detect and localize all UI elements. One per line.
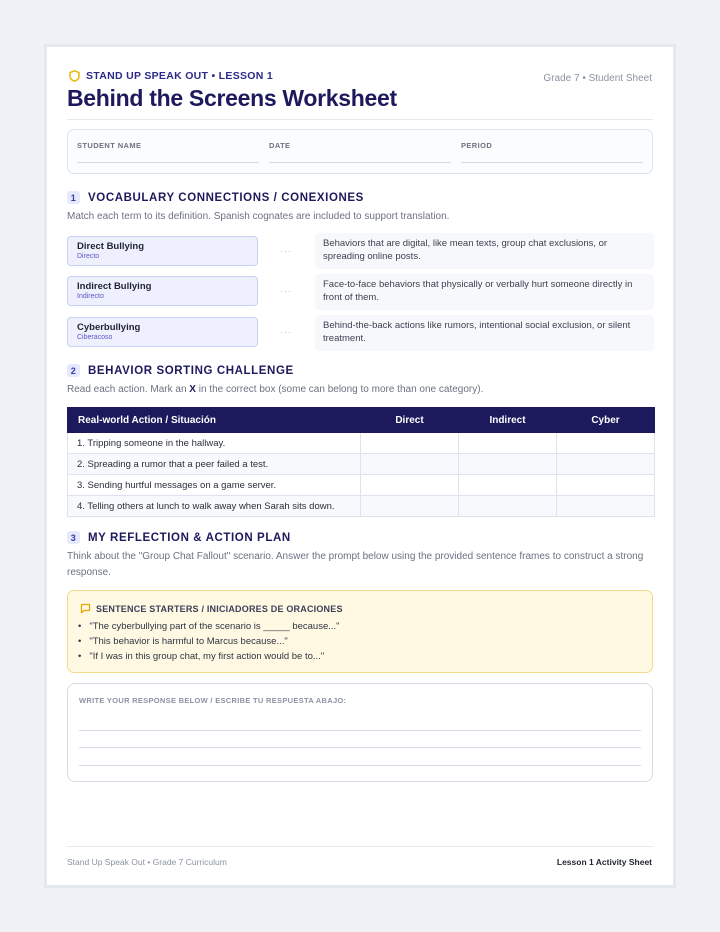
column-header: Cyber: [557, 408, 655, 433]
list-item: [78, 649, 340, 664]
student-name-line: [77, 162, 259, 163]
period-label: PERIOD: [461, 141, 493, 150]
period-field[interactable]: [461, 141, 643, 163]
writing-line: [79, 747, 641, 748]
cyber-checkbox-cell[interactable]: [557, 475, 655, 496]
direct-checkbox-cell[interactable]: [361, 433, 459, 454]
section-number: 1: [67, 191, 80, 204]
action-cell: 4. Telling others at lunch to walk away when Sarah sits down.: [68, 496, 361, 517]
page-title: Behind the Screens Worksheet: [67, 85, 397, 111]
match-dots: ···: [280, 246, 292, 256]
cyber-checkbox-cell[interactable]: [557, 433, 655, 454]
brand-line: [69, 70, 273, 82]
section-number: 3: [67, 531, 80, 544]
table-row: [68, 496, 655, 517]
list-item: [78, 619, 340, 634]
table-row: [68, 433, 655, 454]
definition-card: Behind-the-back actions like rumors, intentional social exclusion, or silent treatment.: [315, 315, 654, 351]
term-card[interactable]: [67, 236, 258, 266]
response-label: WRITE YOUR RESPONSE BELOW / ESCRIBE TU RESPUESTA ABAJO:: [79, 696, 347, 705]
section-1-instructions: Match each term to its definition. Spanish cognates are included to support translation.: [67, 211, 450, 222]
term-english: Direct Bullying: [77, 241, 145, 252]
indirect-checkbox-cell[interactable]: [459, 496, 557, 517]
term-spanish: Ciberacoso: [77, 334, 113, 341]
term-english: Cyberbullying: [77, 322, 141, 333]
student-name-field[interactable]: [77, 141, 259, 163]
sorting-table: [67, 407, 655, 517]
response-area[interactable]: [67, 683, 653, 782]
section-title: MY REFLECTION & ACTION PLAN: [88, 531, 291, 544]
direct-checkbox-cell[interactable]: [361, 496, 459, 517]
writing-line: [79, 730, 641, 731]
brand-text: STAND UP SPEAK OUT • LESSON 1: [86, 70, 274, 82]
indirect-checkbox-cell[interactable]: [459, 454, 557, 475]
starter-text: • "The cyberbullying part of the scenario is _____ because...": [89, 621, 340, 632]
starters-list: [78, 619, 340, 664]
shield-icon: [69, 70, 80, 82]
term-card[interactable]: [67, 276, 258, 306]
date-label: DATE: [269, 141, 291, 150]
table-row: [68, 454, 655, 475]
writing-line: [79, 765, 641, 766]
section-number: 2: [67, 364, 80, 377]
instructions-part: Read each action. Mark an: [67, 384, 190, 395]
period-line: [461, 162, 643, 163]
action-cell: 2. Spreading a rumor that a peer failed a test.: [68, 454, 361, 475]
section-title: BEHAVIOR SORTING CHALLENGE: [88, 364, 294, 377]
starter-text: • "This behavior is harmful to Marcus because...": [89, 636, 288, 647]
table-row: [68, 475, 655, 496]
divider: [67, 119, 653, 120]
sentence-starters-box: [67, 590, 653, 673]
term-english: Indirect Bullying: [77, 281, 152, 292]
section-3-instructions: Think about the "Group Chat Fallout" scenario. Answer the prompt below using the provided sentence frames to construct a strong response.: [67, 551, 644, 578]
starter-text: • "If I was in this group chat, my first action would be to...": [89, 651, 325, 662]
column-header: Indirect: [459, 408, 557, 433]
starters-heading: [80, 603, 343, 614]
chat-bubble-icon: [80, 603, 91, 614]
definition-card: Behaviors that are digital, like mean texts, group chat exclusions, or spreading online posts.: [315, 233, 654, 269]
footer-right: Lesson 1 Activity Sheet: [556, 857, 652, 867]
section-2-heading: [67, 364, 294, 377]
cyber-checkbox-cell[interactable]: [557, 454, 655, 475]
term-card[interactable]: [67, 317, 258, 347]
section-title: VOCABULARY CONNECTIONS / CONEXIONES: [88, 191, 364, 204]
column-header: Direct: [361, 408, 459, 433]
footer-divider: [67, 846, 653, 847]
term-spanish: Directo: [77, 253, 100, 260]
student-name-label: STUDENT NAME: [77, 141, 142, 150]
worksheet-page: [44, 44, 676, 888]
action-cell: 3. Sending hurtful messages on a game server.: [68, 475, 361, 496]
direct-checkbox-cell[interactable]: [361, 475, 459, 496]
match-dots: ···: [280, 286, 292, 296]
date-field[interactable]: [269, 141, 451, 163]
footer-left: Stand Up Speak Out • Grade 7 Curriculum: [67, 857, 227, 867]
match-dots: ···: [280, 327, 292, 337]
definition-card: Face-to-face behaviors that physically or verbally hurt someone directly in front of them.: [315, 274, 654, 310]
student-info-box: [67, 129, 653, 174]
term-spanish: Indirecto: [77, 293, 104, 300]
section-3-heading: [67, 531, 291, 544]
list-item: [78, 634, 340, 649]
direct-checkbox-cell[interactable]: [361, 454, 459, 475]
section-2-instructions: [67, 382, 483, 398]
indirect-checkbox-cell[interactable]: [459, 475, 557, 496]
indirect-checkbox-cell[interactable]: [459, 433, 557, 454]
starters-title: SENTENCE STARTERS / INICIADORES DE ORACIONES: [96, 603, 343, 614]
table-header-row: [68, 408, 655, 433]
section-1-heading: [67, 191, 364, 204]
cyber-checkbox-cell[interactable]: [557, 496, 655, 517]
date-line: [269, 162, 451, 163]
instructions-part: in the correct box (some can belong to more than one category).: [195, 384, 484, 395]
grade-label: Grade 7 • Student Sheet: [543, 73, 652, 84]
instructions-mark: X: [189, 384, 196, 395]
action-cell: 1. Tripping someone in the hallway.: [68, 433, 361, 454]
column-header: Real-world Action / Situación: [68, 408, 361, 433]
